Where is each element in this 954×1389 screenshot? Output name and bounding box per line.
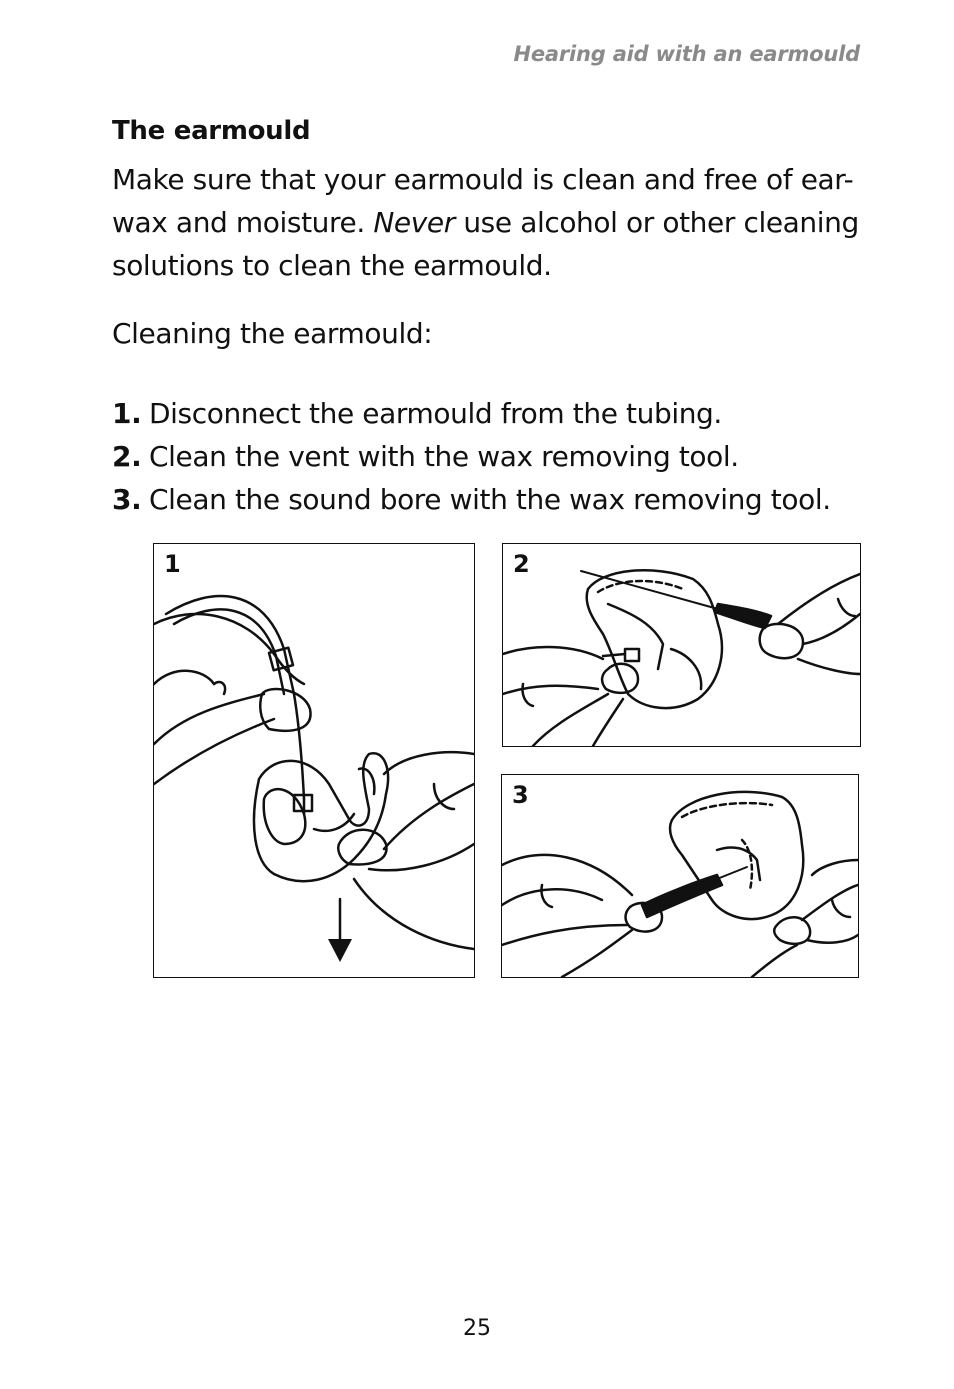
step-number: 3. <box>112 483 142 516</box>
body-paragraph <box>112 158 872 287</box>
figure-panel-2 <box>502 543 861 747</box>
paragraph-emphasis: Never <box>373 206 455 239</box>
clean-sound-bore-illustration <box>502 775 858 977</box>
figure-label: 3 <box>512 781 529 809</box>
step-number: 2. <box>112 440 142 473</box>
running-header: Hearing aid with an earmould <box>513 42 860 66</box>
step-item <box>112 435 872 478</box>
figure-panel-3 <box>501 774 859 978</box>
figure-label: 2 <box>513 550 530 578</box>
steps-list <box>112 392 872 521</box>
steps-intro: Cleaning the earmould: <box>112 317 433 350</box>
clean-vent-illustration <box>503 544 860 746</box>
step-text: Clean the sound bore with the wax removing tool. <box>149 483 831 516</box>
step-text: Clean the vent with the wax removing tool. <box>149 440 739 473</box>
paragraph-text-1: Make sure that your earmould is clean and free of ear- wax and moisture. <box>112 163 854 239</box>
step-item <box>112 392 872 435</box>
step-number: 1. <box>112 397 142 430</box>
paragraph-text-2: use alcohol or other cleaning solutions to clean the earmould. <box>112 206 859 282</box>
figure-panel-1 <box>153 543 475 978</box>
section-heading: The earmould <box>112 116 311 146</box>
page-number: 25 <box>463 1316 491 1341</box>
step-text: Disconnect the earmould from the tubing. <box>149 397 722 430</box>
figure-label: 1 <box>164 550 181 578</box>
disconnect-tubing-illustration <box>154 544 474 977</box>
step-item <box>112 478 872 521</box>
